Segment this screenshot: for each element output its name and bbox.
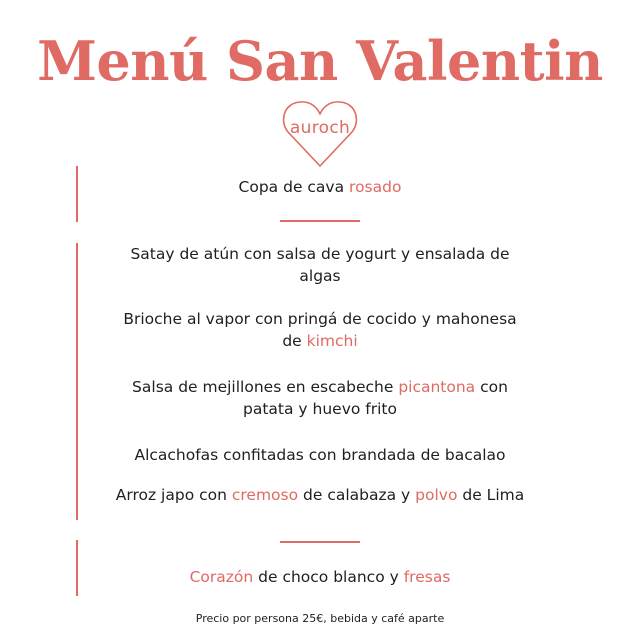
left-accent-bar-dessert (76, 540, 78, 596)
left-accent-bar-drink (76, 166, 78, 222)
divider-2 (280, 541, 360, 543)
dish-satay: Satay de atún con salsa de yogurt y ensalada de algas (130, 245, 510, 285)
drink-item: Copa de cava rosado (238, 178, 402, 196)
dish-arroz: Arroz japo con cremoso de calabaza y polvo de Lima (115, 486, 525, 504)
price-note: Precio por persona 25€, bebida y café aparte (195, 612, 445, 625)
dish-alcachofas: Alcachofas confitadas con brandada de bacalao (134, 446, 506, 464)
dessert-item: Corazón de choco blanco y fresas (189, 568, 451, 586)
dish-brioche: Brioche al vapor con pringá de cocido y mahonesa de kimchi (123, 310, 517, 350)
auroch-logo (281, 96, 359, 172)
menu-title: Menú San Valentin (37, 29, 603, 93)
left-accent-bar-dishes (76, 243, 78, 520)
dish-mejillones: Salsa de mejillones en escabeche picantona con patata y huevo frito (132, 378, 508, 418)
logo-text: auroch (289, 118, 351, 138)
divider-1 (280, 220, 360, 222)
